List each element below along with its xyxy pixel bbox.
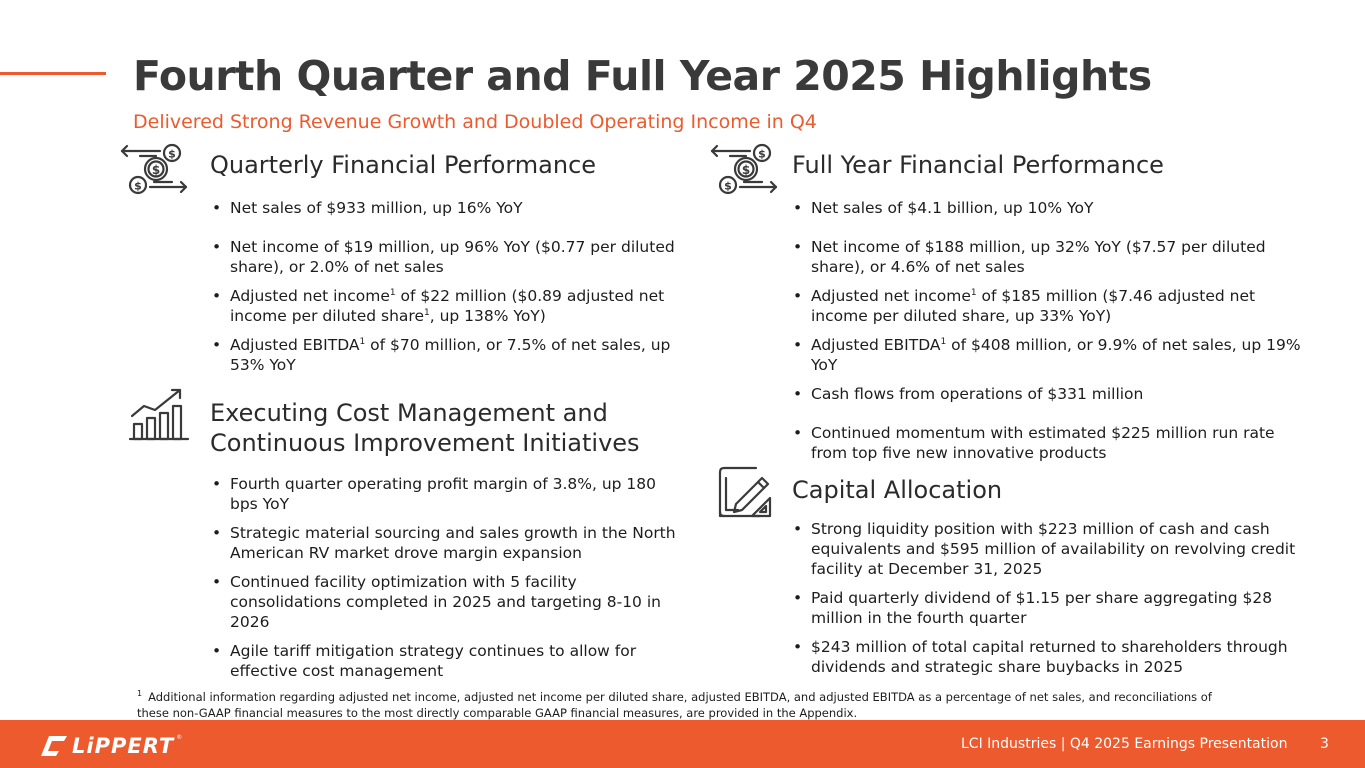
lippert-mark-icon bbox=[40, 735, 68, 757]
presentation-label: LCI Industries | Q4 2025 Earnings Presentation bbox=[961, 736, 1288, 752]
cost-section-title: Executing Cost Management and Continuous Improvement Initiatives bbox=[210, 399, 640, 457]
capital-section-title: Capital Allocation bbox=[792, 476, 1003, 504]
cost-bullet: • Agile tariff mitigation strategy continues to allow for effective cost management bbox=[212, 641, 682, 681]
growth-chart-icon bbox=[128, 386, 190, 442]
quarterly-bullet: • Net sales of $933 million, up 16% YoY bbox=[212, 198, 682, 218]
footnote: $^1$ Additional information regarding adjusted net income, adjusted net income per diluted share, adjusted EBITDA, and adjusted EBITDA as a percentage of net sales, and reconciliations of these non-GAAP financial measures to the most directly comparable GAAP financial measures, are provided in the Appendix. bbox=[137, 689, 1212, 720]
cost-bullet: • Continued facility optimization with 5 facility consolidations completed in 2025 and targeting 8-10 in 2026 bbox=[212, 572, 682, 632]
svg-text:$: $ bbox=[758, 147, 766, 161]
page-title: Fourth Quarter and Full Year 2025 Highlights bbox=[133, 52, 1152, 100]
svg-text:$: $ bbox=[168, 147, 176, 161]
quarterly-bullet: • Adjusted EBITDA$^1$ of $70 million, or 7.5% of net sales, up 53% YoY bbox=[212, 335, 682, 375]
fullyear-bullet: • Net sales of $4.1 billion, up 10% YoY bbox=[793, 198, 1303, 218]
blueprint-pencil-icon bbox=[716, 464, 774, 522]
lippert-logo: LiPPERT ® bbox=[40, 734, 182, 758]
capital-bullet-list bbox=[793, 519, 1303, 677]
fullyear-bullet: • Adjusted EBITDA$^1$ of $408 million, or 9.9% of net sales, up 19% YoY bbox=[793, 335, 1303, 375]
quarterly-section-title: Quarterly Financial Performance bbox=[210, 151, 597, 179]
svg-text:$: $ bbox=[134, 179, 142, 193]
cost-bullet-list bbox=[212, 474, 682, 681]
accent-line bbox=[0, 72, 106, 75]
svg-text:$: $ bbox=[741, 163, 751, 177]
money-exchange-icon bbox=[120, 142, 190, 196]
fullyear-bullet: • Net income of $188 million, up 32% YoY ($7.57 per diluted share), or 4.6% of net sales bbox=[793, 237, 1303, 277]
svg-text:$: $ bbox=[151, 163, 161, 177]
fullyear-section-title: Full Year Financial Performance bbox=[792, 151, 1164, 179]
fullyear-bullet: • Continued momentum with estimated $225 million run rate from top five new innovative products bbox=[793, 423, 1303, 463]
quarterly-bullet-list bbox=[212, 198, 682, 375]
cost-bullet: • Strategic material sourcing and sales growth in the North American RV market drove margin expansion bbox=[212, 523, 682, 563]
fullyear-bullet: • Cash flows from operations of $331 million bbox=[793, 384, 1303, 404]
footer-bar bbox=[0, 720, 1365, 768]
quarterly-bullet: • Net income of $19 million, up 96% YoY ($0.77 per diluted share), or 2.0% of net sales bbox=[212, 237, 682, 277]
quarterly-bullet: • Adjusted net income$^1$ of $22 million ($0.89 adjusted net income per diluted share$^1$, up 138% YoY) bbox=[212, 286, 682, 326]
money-exchange-icon bbox=[710, 142, 780, 196]
cost-bullet: • Fourth quarter operating profit margin of 3.8%, up 180 bps YoY bbox=[212, 474, 682, 514]
fullyear-bullet-list bbox=[793, 198, 1303, 463]
capital-bullet: • Paid quarterly dividend of $1.15 per share aggregating $28 million in the fourth quarter bbox=[793, 588, 1303, 628]
fullyear-bullet: • Adjusted net income$^1$ of $185 million ($7.46 adjusted net income per diluted share, up 33% YoY) bbox=[793, 286, 1303, 326]
capital-bullet: • $243 million of total capital returned to shareholders through dividends and strategic share buybacks in 2025 bbox=[793, 637, 1303, 677]
page-number: 3 bbox=[1320, 736, 1329, 752]
svg-text:$: $ bbox=[724, 179, 732, 193]
capital-bullet: • Strong liquidity position with $223 million of cash and cash equivalents and $595 million of availability on revolving credit facility at December 31, 2025 bbox=[793, 519, 1303, 579]
page-subtitle: Delivered Strong Revenue Growth and Doubled Operating Income in Q4 bbox=[133, 111, 817, 133]
